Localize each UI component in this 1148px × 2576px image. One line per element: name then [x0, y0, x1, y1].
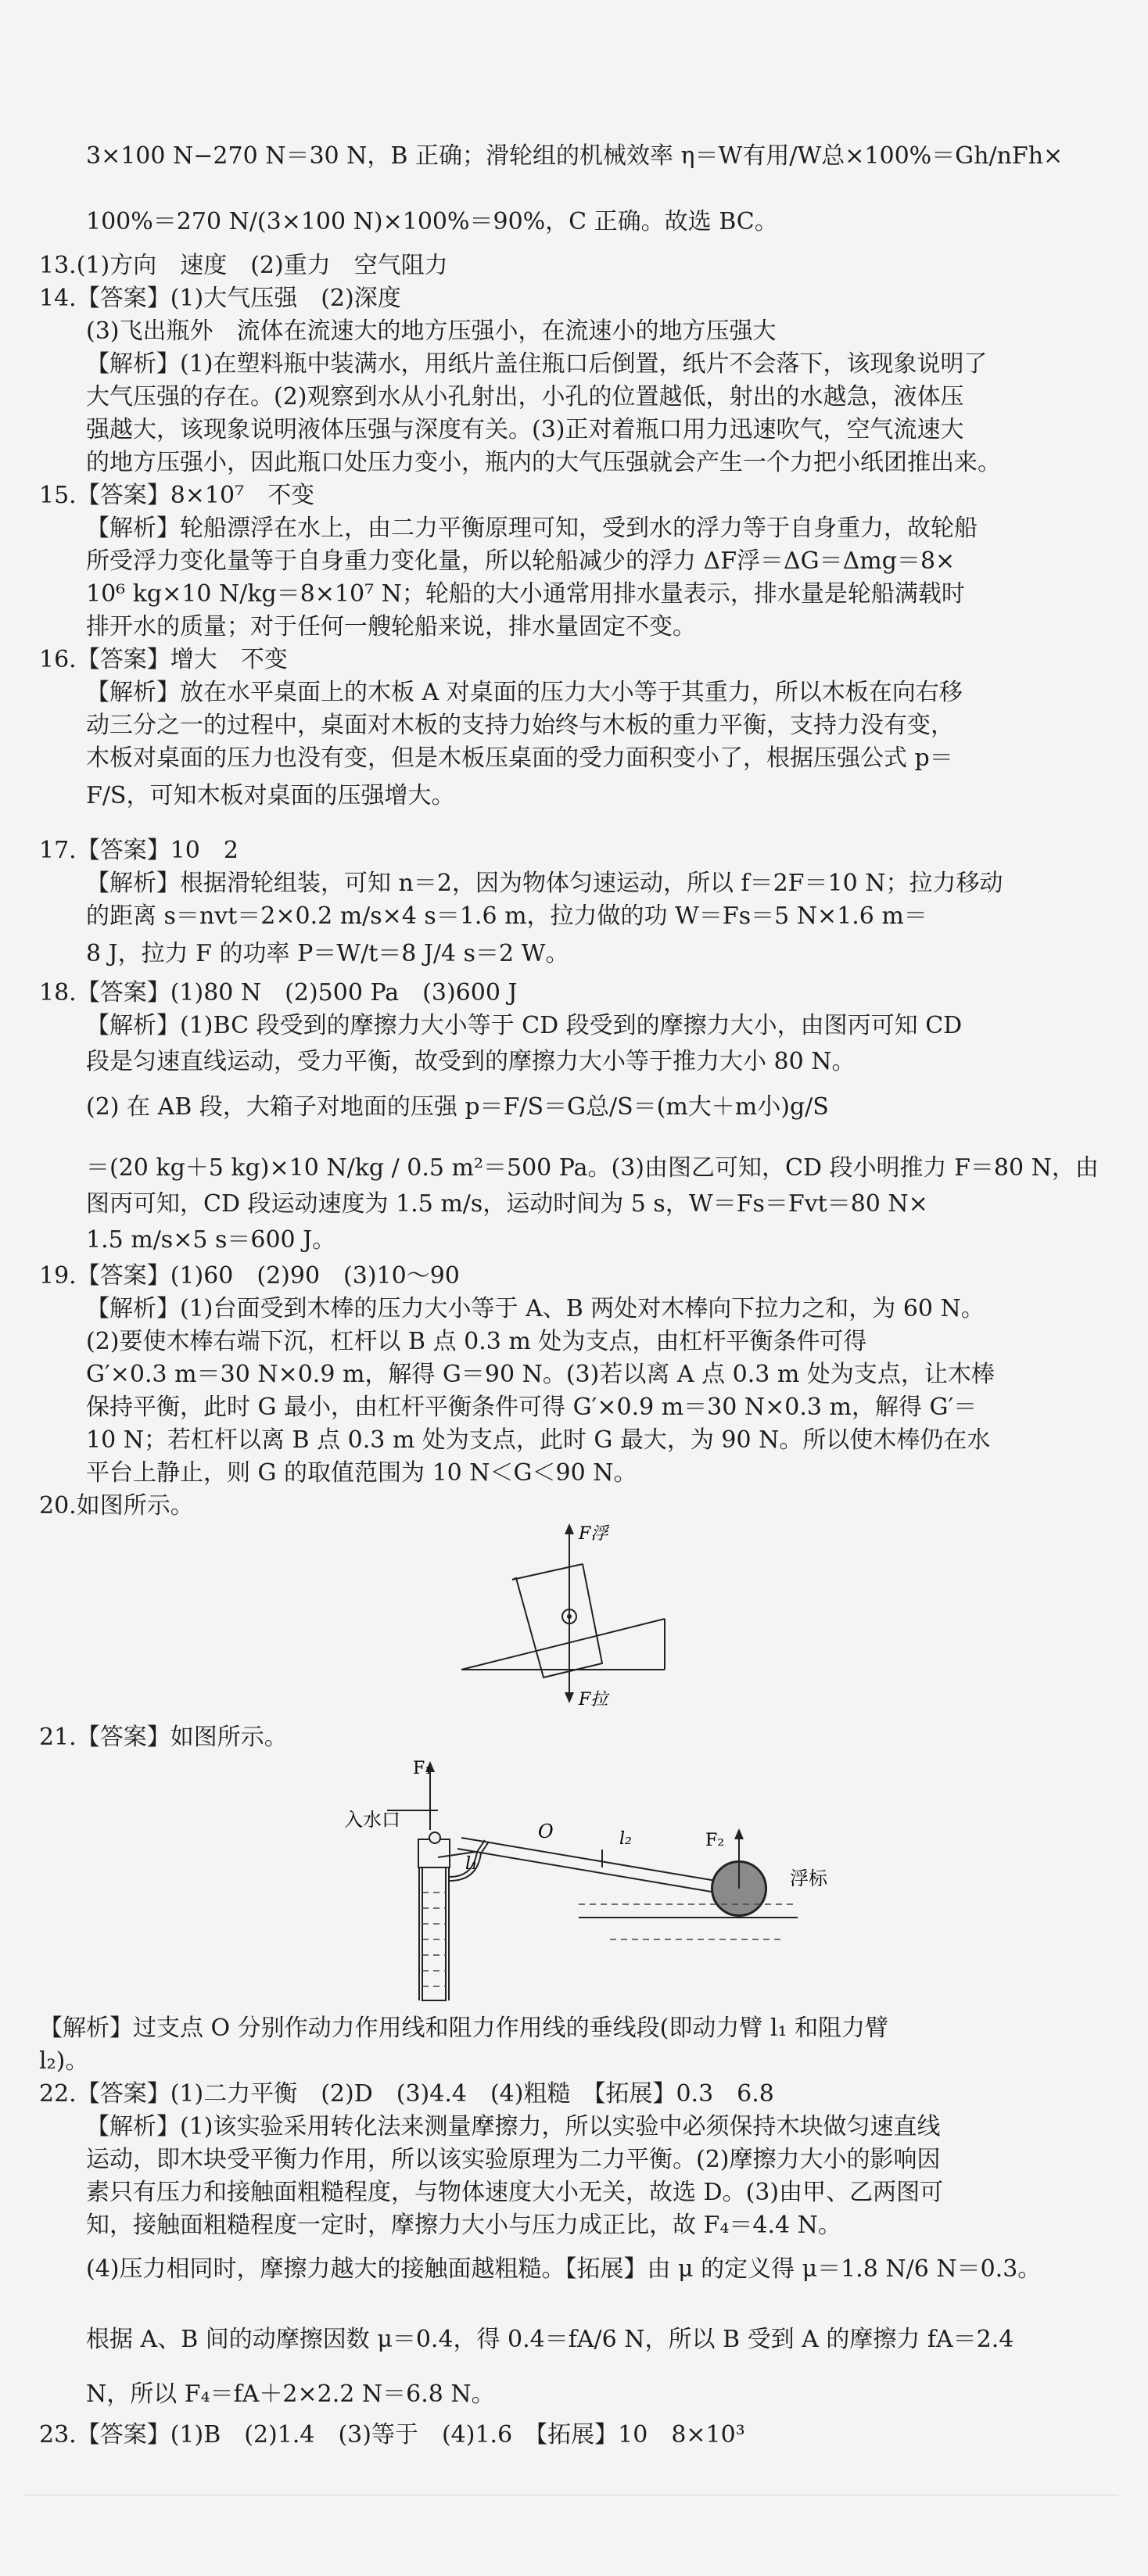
text-line: 17.【答案】10 2 — [39, 837, 239, 864]
buoyancy-figure — [438, 1517, 688, 1713]
text-line: 15.【答案】8×10⁷ 不变 — [39, 482, 315, 509]
text-line: 知，接触面粗糙程度一定时，摩擦力大小与压力成正比，故 F₄＝4.4 N。 — [86, 2212, 841, 2239]
text-line: 【解析】过支点 O 分别作动力作用线和阻力作用线的垂线段(即动力臂 l₁ 和阻力臂 — [39, 2015, 889, 2042]
text-line: 8 J，拉力 F 的功率 P＝W/t＝8 J/4 s＝2 W。 — [86, 940, 569, 967]
text-line: 3×100 N−270 N＝30 N，B 正确；滑轮组的机械效率 η＝W有用/W总×100%＝Gh/nFh× — [86, 142, 1064, 170]
text-line: 14.【答案】(1)大气压强 (2)深度 — [39, 285, 401, 312]
text-line: 根据 A、B 间的动摩擦因数 μ＝0.4，得 0.4＝fA/6 N，所以 B 受到 A 的摩擦力 fA＝2.4 — [86, 2326, 1014, 2353]
f2-label: F₂ — [705, 1831, 725, 1850]
text-line: 18.【答案】(1)80 N (2)500 Pa (3)600 J — [39, 979, 518, 1006]
text-line: 21.【答案】如图所示。 — [39, 1724, 288, 1751]
l1-label: l₁ — [465, 1854, 478, 1874]
text-line: 20.如图所示。 — [39, 1492, 194, 1519]
f1-label: F₁ — [413, 1759, 432, 1778]
text-line: 排开水的质量；对于任何一艘轮船来说，排水量固定不变。 — [86, 613, 696, 640]
pivot-label: O — [538, 1821, 554, 1842]
text-line: ＝(20 kg＋5 kg)×10 N/kg / 0.5 m²＝500 Pa。(3)由图乙可知，CD 段小明推力 F＝80 N，由 — [86, 1154, 1099, 1182]
float-label: 浮标 — [790, 1867, 827, 1889]
text-line: 【解析】(1)BC 段受到的摩擦力大小等于 CD 段受到的摩擦力大小，由图丙可知 CD — [86, 1012, 963, 1039]
text-line: 素只有压力和接触面粗糙程度，与物体速度大小无关，故选 D。(3)由甲、乙两图可 — [86, 2179, 944, 2206]
text-line: 100%＝270 N/(3×100 N)×100%＝90%，C 正确。故选 BC。 — [86, 208, 778, 235]
text-line: 1.5 m/s×5 s＝600 J。 — [86, 1226, 336, 1254]
text-line: F/S，可知木板对桌面的压强增大。 — [86, 782, 455, 809]
text-line: (4)压力相同时，摩擦力越大的接触面越粗糙。【拓展】由 μ 的定义得 μ＝1.8 N/6 N＝0.3。 — [86, 2255, 1042, 2283]
text-line: 动三分之一的过程中，桌面对木板的支持力始终与木板的重力平衡，支持力没有变， — [86, 712, 954, 739]
text-line: 【解析】(1)台面受到木棒的压力大小等于 A、B 两处对木棒向下拉力之和，为 60 N。 — [86, 1295, 985, 1322]
text-line: (3)飞出瓶外 流体在流速大的地方压强小，在流速小的地方压强大 — [86, 318, 777, 345]
text-line: 19.【答案】(1)60 (2)90 (3)10～90 — [39, 1262, 460, 1290]
text-line: 的地方压强小，因此瓶口处压力变小，瓶内的大气压强就会产生一个力把小纸团推出来。 — [86, 449, 1001, 476]
text-line: 运动，即木块受平衡力作用，所以该实验原理为二力平衡。(2)摩擦力大小的影响因 — [86, 2146, 941, 2173]
text-line: 22.【答案】(1)二力平衡 (2)D (3)4.4 (4)粗糙 【拓展】0.3 6.8 — [39, 2080, 774, 2108]
text-line: 【解析】(1)在塑料瓶中装满水，用纸片盖住瓶口后倒置，纸片不会落下，该现象说明了 — [86, 350, 988, 378]
text-line: (2)要使木棒右端下沉，杠杆以 B 点 0.3 m 处为支点，由杠杆平衡条件可得 — [86, 1328, 867, 1355]
text-line: 图丙可知，CD 段运动速度为 1.5 m/s，运动时间为 5 s，W＝Fs＝Fvt＝80 N× — [86, 1190, 928, 1218]
text-line: G′×0.3 m＝30 N×0.9 m，解得 G＝90 N。(3)若以离 A 点 0.3 m 处为支点，让木棒 — [86, 1361, 995, 1388]
text-line: 【解析】放在水平桌面上的木板 A 对桌面的压力大小等于其重力，所以木板在向右移 — [86, 679, 963, 706]
text-line: 10 N；若杠杆以离 B 点 0.3 m 处为支点，此时 G 最大，为 90 N。所以使木棒仍在水 — [86, 1426, 991, 1454]
inlet-label: 入水口 — [344, 1809, 400, 1831]
buoyancy-label: F浮 — [579, 1524, 608, 1544]
text-line: 段是匀速直线运动，受力平衡，故受到的摩擦力大小等于推力大小 80 N。 — [86, 1048, 856, 1075]
text-line: 的距离 s＝nvt＝2×0.2 m/s×4 s＝1.6 m，拉力做的功 W＝Fs＝5 N×1.6 m＝ — [86, 902, 927, 930]
text-line: 木板对桌面的压力也没有变，但是木板压桌面的受力面积变小了，根据压强公式 p＝ — [86, 744, 953, 772]
text-line: 保持平衡，此时 G 最小，由杠杆平衡条件可得 G′×0.9 m＝30 N×0.3 m，解得 G′＝ — [86, 1394, 978, 1421]
text-line: 【解析】(1)该实验采用转化法来测量摩擦力，所以实验中必须保持木块做匀速直线 — [86, 2113, 941, 2140]
text-line: N，所以 F₄＝fA＋2×2.2 N＝6.8 N。 — [86, 2380, 495, 2408]
text-line: 所受浮力变化量等于自身重力变化量，所以轮船减少的浮力 ΔF浮＝ΔG＝Δmg＝8× — [86, 547, 956, 575]
float-valve-figure — [344, 1752, 845, 2025]
text-line: 【解析】根据滑轮组装，可知 n＝2，因为物体匀速运动，所以 f＝2F＝10 N；拉力移动 — [86, 870, 1003, 897]
text-line: 13.(1)方向 速度 (2)重力 空气阻力 — [39, 252, 448, 279]
text-line: l₂)。 — [39, 2047, 89, 2075]
text-line: 平台上静止，则 G 的取值范围为 10 N＜G＜90 N。 — [86, 1459, 637, 1487]
text-line: (2) 在 AB 段，大箱子对地面的压强 p＝F/S＝G总/S＝(m大＋m小)g/S — [86, 1093, 829, 1121]
text-line: 10⁶ kg×10 N/kg＝8×10⁷ N；轮船的大小通常用排水量表示，排水量是轮船满载时 — [86, 580, 965, 608]
text-line: 大气压强的存在。(2)观察到水从小孔射出，小孔的位置越低，射出的水越急，液体压 — [86, 383, 964, 411]
text-line: 23.【答案】(1)B (2)1.4 (3)等于 (4)1.6 【拓展】10 8×10³ — [39, 2421, 745, 2449]
pull-label: F拉 — [579, 1690, 608, 1710]
text-line: 强越大，该现象说明液体压强与深度有关。(3)正对着瓶口用力迅速吹气，空气流速大 — [86, 416, 964, 443]
text-line: 【解析】轮船漂浮在水上，由二力平衡原理可知，受到水的浮力等于自身重力，故轮船 — [86, 515, 978, 542]
text-line: 16.【答案】增大 不变 — [39, 646, 288, 673]
l2-label: l₂ — [619, 1829, 632, 1849]
